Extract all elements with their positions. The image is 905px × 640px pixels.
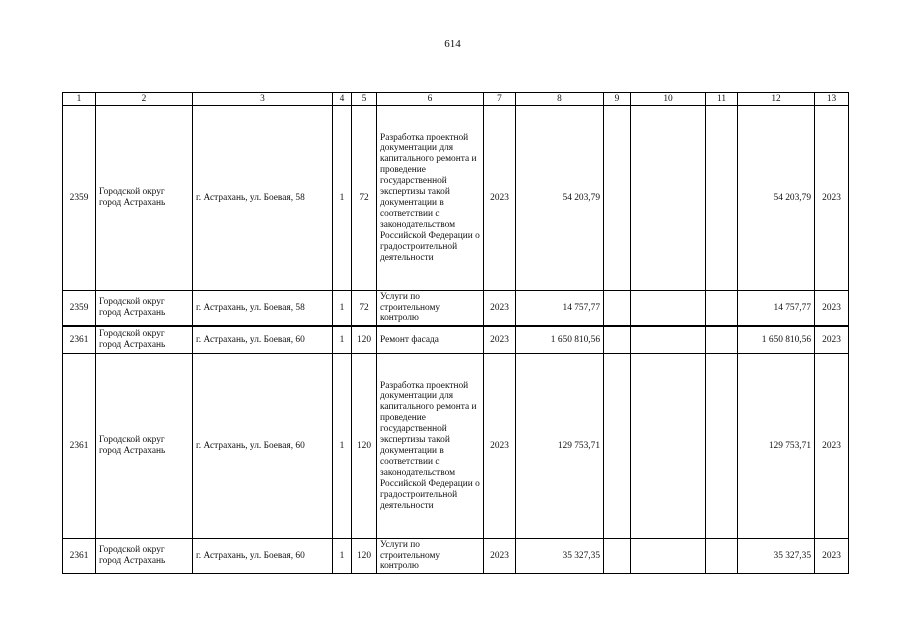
- column-header: 5: [352, 93, 377, 106]
- column-10-cell: [631, 539, 706, 574]
- total-cell: 1 650 810,56: [738, 326, 815, 354]
- column-9-cell: [604, 106, 631, 291]
- year-cell: 2023: [484, 354, 516, 539]
- municipality-cell: Городской округ город Астрахань: [96, 326, 193, 354]
- address-cell: г. Астрахань, ул. Боевая, 58: [193, 291, 333, 327]
- column-9-cell: [604, 291, 631, 327]
- column-10-cell: [631, 326, 706, 354]
- column-header: 12: [738, 93, 815, 106]
- end-year-cell: 2023: [815, 326, 849, 354]
- column-10-cell: [631, 291, 706, 327]
- total-cell: 54 203,79: [738, 106, 815, 291]
- column-11-cell: [706, 106, 738, 291]
- column-4-cell: 1: [333, 326, 352, 354]
- column-11-cell: [706, 291, 738, 327]
- column-5-cell: 120: [352, 354, 377, 539]
- year-cell: 2023: [484, 539, 516, 574]
- column-header: 4: [333, 93, 352, 106]
- municipality-cell: Городской округ город Астрахань: [96, 539, 193, 574]
- row-number: 2361: [63, 354, 96, 539]
- table-row: [63, 354, 849, 539]
- cost-cell: 54 203,79: [516, 106, 604, 291]
- cost-cell: 14 757,77: [516, 291, 604, 327]
- column-header: 1: [63, 93, 96, 106]
- column-header: 7: [484, 93, 516, 106]
- cost-cell: 35 327,35: [516, 539, 604, 574]
- column-5-cell: 120: [352, 326, 377, 354]
- column-10-cell: [631, 354, 706, 539]
- work-type-cell: Разработка проектной документации для капитального ремонта и проведение государственной экспертизы такой документации в соответствии с законодательством Российской Федерации о градостроительной деятельности: [377, 106, 484, 291]
- end-year-cell: 2023: [815, 291, 849, 327]
- register-table: [62, 92, 849, 574]
- year-cell: 2023: [484, 291, 516, 327]
- column-header: 11: [706, 93, 738, 106]
- table-row: [63, 106, 849, 291]
- work-type-cell: Услуги по строительному контролю: [377, 539, 484, 574]
- address-cell: г. Астрахань, ул. Боевая, 60: [193, 539, 333, 574]
- column-5-cell: 72: [352, 291, 377, 327]
- address-cell: г. Астрахань, ул. Боевая, 60: [193, 326, 333, 354]
- column-header: 3: [193, 93, 333, 106]
- column-9-cell: [604, 539, 631, 574]
- work-type-cell: Ремонт фасада: [377, 326, 484, 354]
- total-cell: 35 327,35: [738, 539, 815, 574]
- column-4-cell: 1: [333, 539, 352, 574]
- end-year-cell: 2023: [815, 354, 849, 539]
- column-header: 9: [604, 93, 631, 106]
- column-5-cell: 120: [352, 539, 377, 574]
- column-header: 13: [815, 93, 849, 106]
- column-4-cell: 1: [333, 106, 352, 291]
- table-row: [63, 326, 849, 354]
- address-cell: г. Астрахань, ул. Боевая, 58: [193, 106, 333, 291]
- municipality-cell: Городской округ город Астрахань: [96, 354, 193, 539]
- column-5-cell: 72: [352, 106, 377, 291]
- row-number: 2359: [63, 291, 96, 327]
- column-4-cell: 1: [333, 291, 352, 327]
- table-header-row: [63, 93, 849, 106]
- column-10-cell: [631, 106, 706, 291]
- column-11-cell: [706, 354, 738, 539]
- municipality-cell: Городской округ город Астрахань: [96, 291, 193, 327]
- row-number: 2361: [63, 326, 96, 354]
- page-number: 614: [444, 38, 461, 50]
- column-header: 6: [377, 93, 484, 106]
- year-cell: 2023: [484, 326, 516, 354]
- column-header: 2: [96, 93, 193, 106]
- work-type-cell: Услуги по строительному контролю: [377, 291, 484, 327]
- cost-cell: 129 753,71: [516, 354, 604, 539]
- column-11-cell: [706, 539, 738, 574]
- column-4-cell: 1: [333, 354, 352, 539]
- year-cell: 2023: [484, 106, 516, 291]
- total-cell: 129 753,71: [738, 354, 815, 539]
- column-11-cell: [706, 326, 738, 354]
- total-cell: 14 757,77: [738, 291, 815, 327]
- work-type-cell: Разработка проектной документации для капитального ремонта и проведение государственной экспертизы такой документации в соответствии с законодательством Российской Федерации о градостроительной деятельности: [377, 354, 484, 539]
- table-row: [63, 539, 849, 574]
- column-header: 10: [631, 93, 706, 106]
- column-9-cell: [604, 326, 631, 354]
- end-year-cell: 2023: [815, 539, 849, 574]
- column-9-cell: [604, 354, 631, 539]
- row-number: 2359: [63, 106, 96, 291]
- table-row: [63, 291, 849, 327]
- end-year-cell: 2023: [815, 106, 849, 291]
- municipality-cell: Городской округ город Астрахань: [96, 106, 193, 291]
- cost-cell: 1 650 810,56: [516, 326, 604, 354]
- row-number: 2361: [63, 539, 96, 574]
- column-header: 8: [516, 93, 604, 106]
- address-cell: г. Астрахань, ул. Боевая, 60: [193, 354, 333, 539]
